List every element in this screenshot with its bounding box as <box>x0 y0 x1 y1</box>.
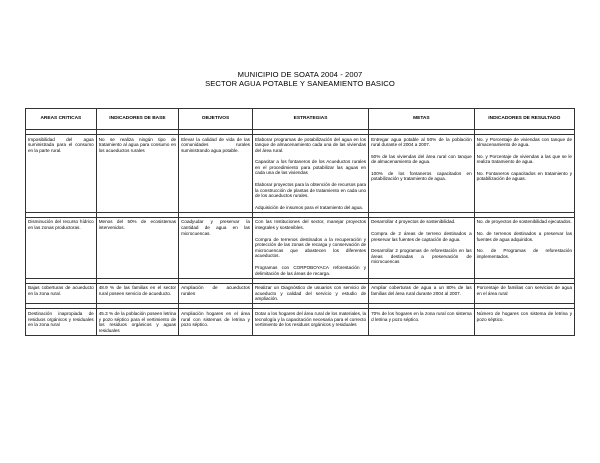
title-line-1: MUNICIPIO DE SOATA 2004 - 2007 <box>237 70 363 79</box>
header-metas: METAS <box>369 109 475 130</box>
objetivo-cell <box>179 283 253 304</box>
indicador-resultado-cell <box>474 309 574 335</box>
cell-paragraph: Compra de terrenos destinados a la recuperación y protección de las zonas de recarga y conservación de microcuencas que abastecen los diferentes acueductos. <box>254 236 367 259</box>
cell-paragraph: Disminución del recurso hídrico en las zonas productoras. <box>28 219 94 231</box>
cell-paragraph: No. Fontaneros capacitados en tratamiento y potabilización de aguas. <box>476 170 572 182</box>
cell-paragraph: Número de hogares con sistema de letrina y pozo séptico. <box>476 310 572 322</box>
header-objetivos: OBJETIVOS <box>179 109 253 130</box>
cell-paragraph: Menos del 50% de ecosistemas intervenidos. <box>98 219 177 231</box>
table-row <box>26 217 575 278</box>
meta-cell <box>369 283 475 304</box>
estrategia-cell <box>252 283 368 304</box>
objetivo-cell <box>179 217 253 278</box>
plan-table-body <box>26 130 575 336</box>
objetivo-cell <box>179 135 253 213</box>
cell-paragraph: Imposibilidad del agua suministrada para el consumo en la parte rural. <box>28 136 94 153</box>
cell-paragraph: Bajas coberturas de acueducto en la zona rural. <box>28 285 94 296</box>
cell-paragraph: No. y Porcentaje de viviendas con tanque de almacenamiento de agua. <box>476 136 572 148</box>
cell-paragraph: Compra de 2 áreas de terreno destinados a preservar las fuentes de captación de agua. <box>371 231 472 242</box>
area-critica-cell <box>26 217 97 278</box>
cell-paragraph: No. de proyectos de sostenibilidad ejecutados. <box>476 219 572 225</box>
header-row <box>26 109 575 130</box>
cell-paragraph: No se realiza ningún tipo de tratamiento al agua para consumo en los acueductos rurales <box>98 136 177 153</box>
meta-cell <box>369 217 475 278</box>
cell-paragraph: Realizar un Diagnóstico de usuarios con servicio de acueducto y calidad del servicio y estudio de ampliación. <box>254 285 367 302</box>
indicador-base-cell <box>96 135 178 213</box>
estrategia-cell <box>252 135 368 213</box>
cell-paragraph: Elevar la calidad de vida de las comunidades rurales suministrando agua potable. <box>181 136 250 153</box>
indicador-resultado-cell <box>474 135 574 213</box>
plan-table <box>25 108 575 336</box>
cell-paragraph: Entregar agua potable al 50% de la población rural durante el 2004 a 2007. <box>371 136 472 148</box>
objetivo-cell <box>179 309 253 335</box>
header-indicadores-resultado: INDICADORES DE RESULTADO <box>474 109 574 130</box>
cell-paragraph: Destinación inapropiada de residuos orgánicos y residuales en la zona rural <box>28 310 94 328</box>
header-areas-criticas: AREAS CRITICAS <box>26 109 97 130</box>
cell-paragraph: 48.9 % de las familias en el sector rural poseen servicio de acueducto. <box>98 285 177 296</box>
cell-paragraph: Desarrollar 2 programas de reforestación en las áreas destinadas a preservación de microcuencas <box>371 248 472 265</box>
indicador-base-cell <box>96 309 178 335</box>
header-indicadores-base: INDICADORES DE BASE <box>96 109 178 130</box>
title-line-2: SECTOR AGUA POTABLE Y SANEAMIENTO BASICO <box>205 79 395 88</box>
cell-paragraph: Elaborar programas de potabilización del agua en los tanque de almacenamiento cada una de las viviendas del área rural. <box>254 136 367 153</box>
indicador-base-cell <box>96 283 178 304</box>
estrategia-cell <box>252 217 368 278</box>
cell-paragraph: 70% de los hogares en la zona rural con sistema d letrina y pozo séptico. <box>371 310 472 322</box>
cell-paragraph: Ampliación de acueductos rurales <box>181 285 250 296</box>
cell-paragraph: Ampliar coberturas de agua a un 80% de las familias del área rural durante 2004 al 2007. <box>371 285 472 296</box>
cell-paragraph: 50% de las viviendas del área rural con tanque de almacenamiento de agua. <box>371 153 472 165</box>
table-row <box>26 135 575 213</box>
estrategia-cell <box>252 309 368 335</box>
cell-paragraph: Elaborar proyectos para la obtención de recursos para la construcción de plantas de tratamiento en cada uno de los acueductos rurales. <box>254 182 367 199</box>
area-critica-cell <box>26 309 97 335</box>
meta-cell <box>369 135 475 213</box>
cell-paragraph: Capacitar a los fontaneros de los Acueductos rurales en el procedimiento para potabilizar las aguas en cada una de las viviendas <box>254 159 367 176</box>
header-estrategias: ESTRATEGIAS <box>252 109 368 130</box>
cell-paragraph: 45.3 % de la población poseen letrina y pozo séptico para el vertimiento de los residuos orgánicos y aguas residuales <box>98 310 177 333</box>
indicador-base-cell <box>96 217 178 278</box>
cell-paragraph: Porcentaje de familias con servicios de agua en el área rural <box>476 285 572 296</box>
meta-cell <box>369 309 475 335</box>
cell-paragraph: Desarrollar 4 proyectos de sostenibilidad. <box>371 219 456 225</box>
cell-paragraph: Adquisición de insumos para el tratamiento del agua. <box>254 204 363 210</box>
area-critica-cell <box>26 135 97 213</box>
indicador-resultado-cell <box>474 283 574 304</box>
table-row <box>26 309 575 335</box>
table-row <box>26 283 575 304</box>
indicador-resultado-cell <box>474 217 574 278</box>
area-critica-cell <box>26 283 97 304</box>
cell-paragraph: Programas con CORPOBOYACA reforestación y delimitación de las áreas de recarga. <box>254 265 367 276</box>
cell-paragraph: Ampliación hogares en el área rural con sistemas de letrina y pozo séptico. <box>181 310 250 328</box>
cell-paragraph: Coadyudar y preservar la cantidad de agua en las microcuencas. <box>181 219 250 236</box>
cell-paragraph: Con las Instituciones del sector, manejar proyectos integrales y sostenibles. <box>254 219 367 231</box>
cell-paragraph: No. de terrenos destinados a preservar las fuentes de agua adquiridos. <box>476 231 572 242</box>
cell-paragraph: 100% de los fontaneros capacitados en potabilización y tratamiento de agua. <box>371 170 472 182</box>
cell-paragraph: Dotar a los hogares del área rural de los materiales, la tecnología y la capacitación necesaria para el correcto vertimiento de los residuos orgánicos y residuales <box>254 310 367 328</box>
cell-paragraph: No. de Programas de reforestación implementados. <box>476 248 572 259</box>
document-title <box>0 70 600 88</box>
cell-paragraph: No. y Porcentaje de viviendas a las que se le realiza tratamiento de agua. <box>476 153 572 165</box>
